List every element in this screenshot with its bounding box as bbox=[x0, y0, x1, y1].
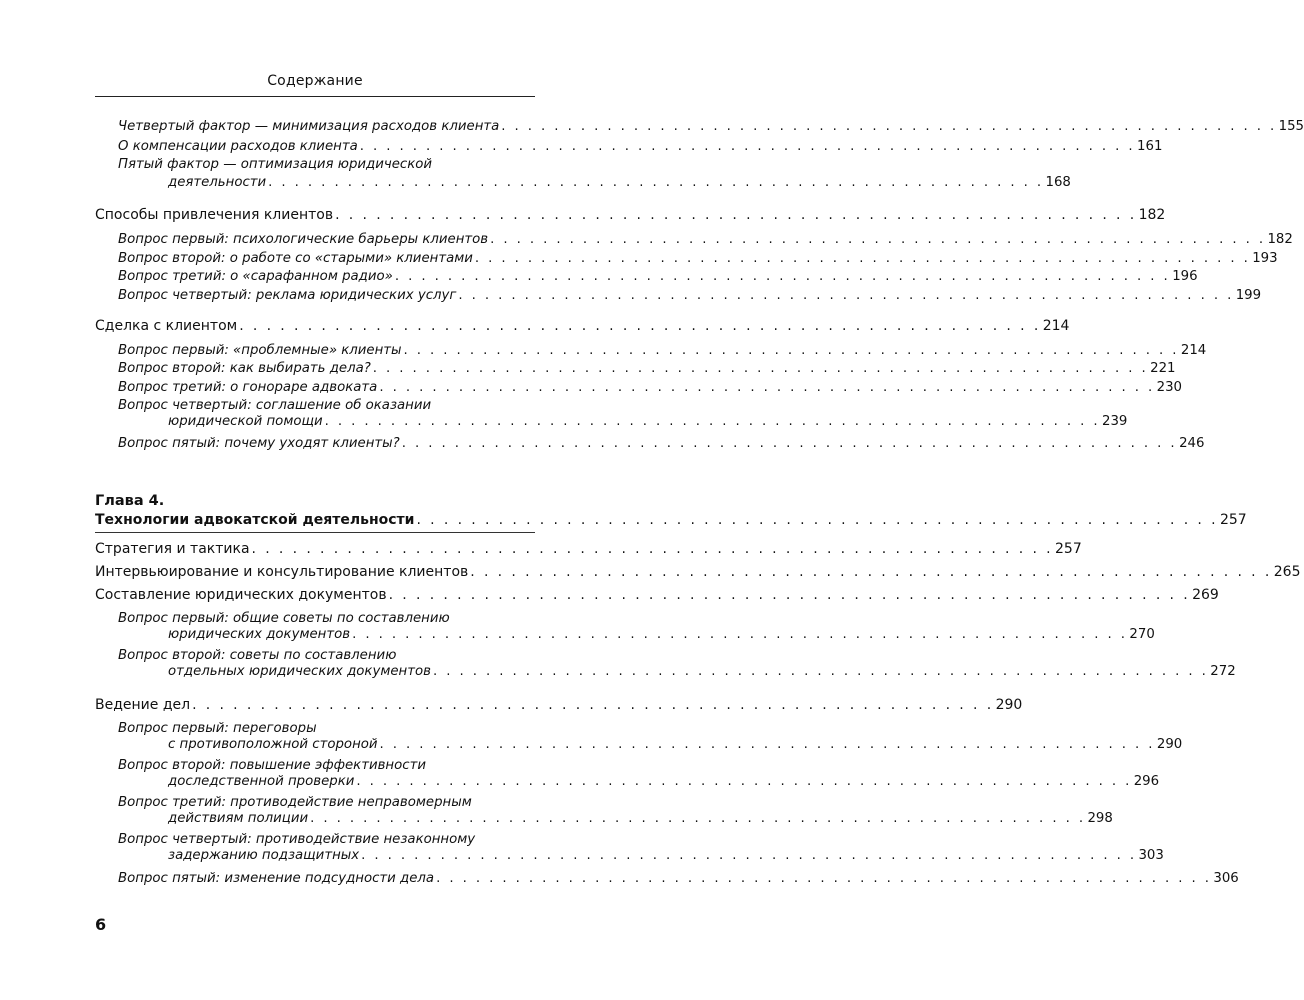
dot-leader: . . . . . . . . . . . . . . . . . . . . . . . . . . . . . . . . . . . . . . . . . . . . . . . . . . . . . . . . . . . bbox=[361, 848, 1137, 863]
toc-section-page: 257 bbox=[1055, 541, 1082, 557]
toc-entry-title: Вопрос первый: психологические барьеры клиентов bbox=[118, 232, 489, 247]
dot-leader: . . . . . . . . . . . . . . . . . . . . . . . . . . . . . . . . . . . . . . . . . . . . . . . . . . . . . . . . . . . bbox=[490, 232, 1266, 247]
toc-entry[interactable] bbox=[118, 139, 1163, 159]
dot-leader: . . . . . . . . . . . . . . . . . . . . . . . . . . . . . . . . . . . . . . . . . . . . . . . . . . . . . . . . . . . bbox=[239, 318, 1041, 334]
toc-entry-page: 168 bbox=[1045, 175, 1071, 190]
toc-entry-title-line2: с противоположной стороной bbox=[168, 737, 378, 752]
toc-section[interactable] bbox=[95, 318, 1070, 338]
toc-entry-title: Вопрос первый: «проблемные» клиенты bbox=[118, 343, 402, 358]
toc-entry-title: Вопрос третий: о «сарафанном радио» bbox=[118, 269, 393, 284]
toc-entry-title: Вопрос пятый: почему уходят клиенты? bbox=[118, 436, 400, 451]
toc-entry-page: 155 bbox=[1278, 119, 1304, 134]
toc-entry-page: 306 bbox=[1213, 871, 1239, 886]
toc-entry[interactable] bbox=[118, 380, 1183, 400]
toc-chapter[interactable] bbox=[95, 512, 1247, 532]
toc-entry-page: 303 bbox=[1138, 848, 1164, 863]
toc-entry[interactable] bbox=[118, 611, 1155, 651]
dot-leader: . . . . . . . . . . . . . . . . . . . . . . . . . . . . . . . . . . . . . . . . . . . . . . . . . . . . . . . . . . . bbox=[403, 343, 1179, 358]
toc-entry-title-line2: юридической помощи bbox=[168, 414, 323, 429]
toc-entry-page: 214 bbox=[1180, 343, 1207, 358]
toc-entry[interactable] bbox=[118, 232, 1293, 252]
toc-entry-title: Четвертый фактор — минимизация расходов клиента bbox=[118, 119, 500, 134]
toc-entry-title: Вопрос второй: о работе со «старыми» клиентами bbox=[118, 251, 473, 266]
toc-entry-page: 272 bbox=[1210, 664, 1236, 679]
dot-leader: . . . . . . . . . . . . . . . . . . . . . . . . . . . . . . . . . . . . . . . . . . . . . . . . . . . . . . . . . . . bbox=[324, 414, 1100, 429]
dot-leader: . . . . . . . . . . . . . . . . . . . . . . . . . . . . . . . . . . . . . . . . . . . . . . . . . . . . . . . . . . . bbox=[388, 587, 1191, 603]
toc-entry-page: 298 bbox=[1087, 811, 1113, 826]
toc-entry[interactable] bbox=[118, 251, 1278, 271]
toc-entry-page: 199 bbox=[1235, 288, 1262, 303]
toc-entry-title-line1: Вопрос третий: противодействие неправомерным bbox=[118, 795, 472, 810]
dot-leader: . . . . . . . . . . . . . . . . . . . . . . . . . . . . . . . . . . . . . . . . . . . . . . . . . . . . . . . . . . . bbox=[352, 627, 1128, 642]
toc-entry[interactable] bbox=[118, 436, 1205, 456]
dot-leader: . . . . . . . . . . . . . . . . . . . . . . . . . . . . . . . . . . . . . . . . . . . . . . . . . . . . . . . . . . . bbox=[310, 811, 1086, 826]
toc-entry[interactable] bbox=[118, 398, 1128, 438]
toc-entry[interactable] bbox=[118, 157, 1071, 197]
dot-leader: . . . . . . . . . . . . . . . . . . . . . . . . . . . . . . . . . . . . . . . . . . . . . . . . . . . . . . . . . . . bbox=[359, 139, 1136, 154]
toc-section-page: 182 bbox=[1138, 207, 1166, 223]
toc-section[interactable] bbox=[95, 564, 1301, 584]
toc-entry-page: 161 bbox=[1137, 139, 1163, 154]
toc-chapter-page: 257 bbox=[1219, 512, 1247, 528]
dot-leader: . . . . . . . . . . . . . . . . . . . . . . . . . . . . . . . . . . . . . . . . . . . . . . . . . . . . . . . . . . . bbox=[372, 361, 1149, 376]
dot-leader: . . . . . . . . . . . . . . . . . . . . . . . . . . . . . . . . . . . . . . . . . . . . . . . . . . . . . . . . . . . bbox=[470, 564, 1272, 580]
toc-entry-title-line1: Вопрос четвертый: противодействие незаконному bbox=[118, 832, 476, 847]
toc-entry[interactable] bbox=[118, 288, 1262, 308]
header-rule bbox=[95, 96, 535, 97]
toc-entry-title: Вопрос третий: о гонораре адвоката bbox=[118, 380, 378, 395]
dot-leader: . . . . . . . . . . . . . . . . . . . . . . . . . . . . . . . . . . . . . . . . . . . . . . . . . . . . . . . . . . . bbox=[436, 871, 1212, 886]
dot-leader: . . . . . . . . . . . . . . . . . . . . . . . . . . . . . . . . . . . . . . . . . . . . . . . . . . . . . . . . . . . bbox=[335, 207, 1137, 223]
running-header: Содержание bbox=[267, 73, 363, 89]
toc-section-page: 290 bbox=[995, 697, 1023, 713]
toc-section[interactable] bbox=[95, 587, 1219, 607]
toc-section-page: 265 bbox=[1273, 564, 1301, 580]
toc-entry-title-line2: отдельных юридических документов bbox=[168, 664, 431, 679]
dot-leader: . . . . . . . . . . . . . . . . . . . . . . . . . . . . . . . . . . . . . . . . . . . . . . . . . . . . . . . . . . . bbox=[432, 664, 1209, 679]
toc-entry[interactable] bbox=[118, 361, 1176, 381]
toc-entry-title-line2: действиям полиции bbox=[168, 811, 309, 826]
toc-entry-title-line2: доследственной проверки bbox=[168, 774, 355, 789]
dot-leader: . . . . . . . . . . . . . . . . . . . . . . . . . . . . . . . . . . . . . . . . . . . . . . . . . . . . . . . . . . . bbox=[379, 737, 1155, 752]
chapter-label: Глава 4. bbox=[95, 493, 165, 509]
toc-section-title: Составление юридических документов bbox=[95, 587, 387, 603]
dot-leader: . . . . . . . . . . . . . . . . . . . . . . . . . . . . . . . . . . . . . . . . . . . . . . . . . . . . . . . . . . . bbox=[401, 436, 1178, 451]
toc-entry-title-line2: деятельности bbox=[168, 175, 267, 190]
toc-entry-title: Вопрос второй: как выбирать дела? bbox=[118, 361, 371, 376]
toc-section[interactable] bbox=[95, 697, 1023, 717]
toc-entry-title-line1: Вопрос первый: переговоры bbox=[118, 721, 317, 736]
toc-entry[interactable] bbox=[118, 795, 1113, 835]
toc-section[interactable] bbox=[95, 207, 1166, 227]
toc-entry-page: 193 bbox=[1252, 251, 1278, 266]
dot-leader: . . . . . . . . . . . . . . . . . . . . . . . . . . . . . . . . . . . . . . . . . . . . . . . . . . . . . . . . . . . bbox=[458, 288, 1234, 303]
toc-entry-title: О компенсации расходов клиента bbox=[118, 139, 358, 154]
toc-section-title: Ведение дел bbox=[95, 697, 191, 713]
toc-section-title: Сделка с клиентом bbox=[95, 318, 238, 334]
dot-leader: . . . . . . . . . . . . . . . . . . . . . . . . . . . . . . . . . . . . . . . . . . . . . . . . . . . . . . . . . . . bbox=[474, 251, 1251, 266]
toc-chapter-title: Технологии адвокатской деятельности bbox=[95, 512, 415, 528]
dot-leader: . . . . . . . . . . . . . . . . . . . . . . . . . . . . . . . . . . . . . . . . . . . . . . . . . . . . . . . . . . . bbox=[192, 697, 994, 713]
dot-leader: . . . . . . . . . . . . . . . . . . . . . . . . . . . . . . . . . . . . . . . . . . . . . . . . . . . . . . . . . . . bbox=[356, 774, 1132, 789]
toc-section-page: 214 bbox=[1042, 318, 1070, 334]
toc-entry[interactable] bbox=[118, 721, 1183, 761]
toc-section-title: Стратегия и тактика bbox=[95, 541, 250, 557]
chapter-rule bbox=[95, 532, 535, 533]
toc-entry-page: 196 bbox=[1172, 269, 1198, 284]
toc-entry-page: 296 bbox=[1133, 774, 1160, 789]
toc-section[interactable] bbox=[95, 541, 1082, 561]
toc-entry[interactable] bbox=[118, 343, 1207, 363]
toc-entry-page: 270 bbox=[1129, 627, 1155, 642]
toc-entry-title: Вопрос четвертый: реклама юридических услуг bbox=[118, 288, 457, 303]
toc-entry-title-line1: Пятый фактор — оптимизация юридической bbox=[118, 157, 433, 172]
toc-entry-page: 230 bbox=[1156, 380, 1183, 395]
dot-leader: . . . . . . . . . . . . . . . . . . . . . . . . . . . . . . . . . . . . . . . . . . . . . . . . . . . . . . . . . . . bbox=[268, 175, 1044, 190]
dot-leader: . . . . . . . . . . . . . . . . . . . . . . . . . . . . . . . . . . . . . . . . . . . . . . . . . . . . . . . . . . . bbox=[251, 541, 1054, 557]
toc-entry[interactable] bbox=[118, 832, 1164, 872]
toc-entry[interactable] bbox=[118, 648, 1236, 688]
dot-leader: . . . . . . . . . . . . . . . . . . . . . . . . . . . . . . . . . . . . . . . . . . . . . . . . . . . . . . . . . . . bbox=[416, 512, 1218, 528]
toc-section-title: Способы привлечения клиентов bbox=[95, 207, 334, 223]
dot-leader: . . . . . . . . . . . . . . . . . . . . . . . . . . . . . . . . . . . . . . . . . . . . . . . . . . . . . . . . . . . bbox=[394, 269, 1171, 284]
toc-entry-title-line1: Вопрос второй: советы по составлению bbox=[118, 648, 397, 663]
toc-entry-page: 182 bbox=[1267, 232, 1293, 247]
dot-leader: . . . . . . . . . . . . . . . . . . . . . . . . . . . . . . . . . . . . . . . . . . . . . . . . . . . . . . . . . . . bbox=[501, 119, 1277, 134]
toc-entry[interactable] bbox=[118, 269, 1198, 289]
toc-entry-title-line2: задержанию подзащитных bbox=[168, 848, 360, 863]
toc-entry-page: 290 bbox=[1156, 737, 1183, 752]
toc-entry[interactable] bbox=[118, 758, 1160, 798]
toc-entry[interactable] bbox=[118, 119, 1304, 139]
toc-section-title: Интервьюирование и консультирование клиентов bbox=[95, 564, 469, 580]
toc-entry-title-line1: Вопрос первый: общие советы по составлению bbox=[118, 611, 450, 626]
toc-section-page: 269 bbox=[1192, 587, 1219, 603]
toc-entry-page: 221 bbox=[1150, 361, 1176, 376]
toc-entry-title-line1: Вопрос четвертый: соглашение об оказании bbox=[118, 398, 432, 413]
page-number: 6 bbox=[95, 915, 107, 934]
dot-leader: . . . . . . . . . . . . . . . . . . . . . . . . . . . . . . . . . . . . . . . . . . . . . . . . . . . . . . . . . . . bbox=[379, 380, 1155, 395]
toc-entry[interactable] bbox=[118, 871, 1239, 891]
toc-entry-page: 239 bbox=[1101, 414, 1128, 429]
toc-entry-title-line2: юридических документов bbox=[168, 627, 351, 642]
toc-entry-title: Вопрос пятый: изменение подсудности дела bbox=[118, 871, 435, 886]
toc-entry-title-line1: Вопрос второй: повышение эффективности bbox=[118, 758, 426, 773]
toc-entry-page: 246 bbox=[1179, 436, 1205, 451]
